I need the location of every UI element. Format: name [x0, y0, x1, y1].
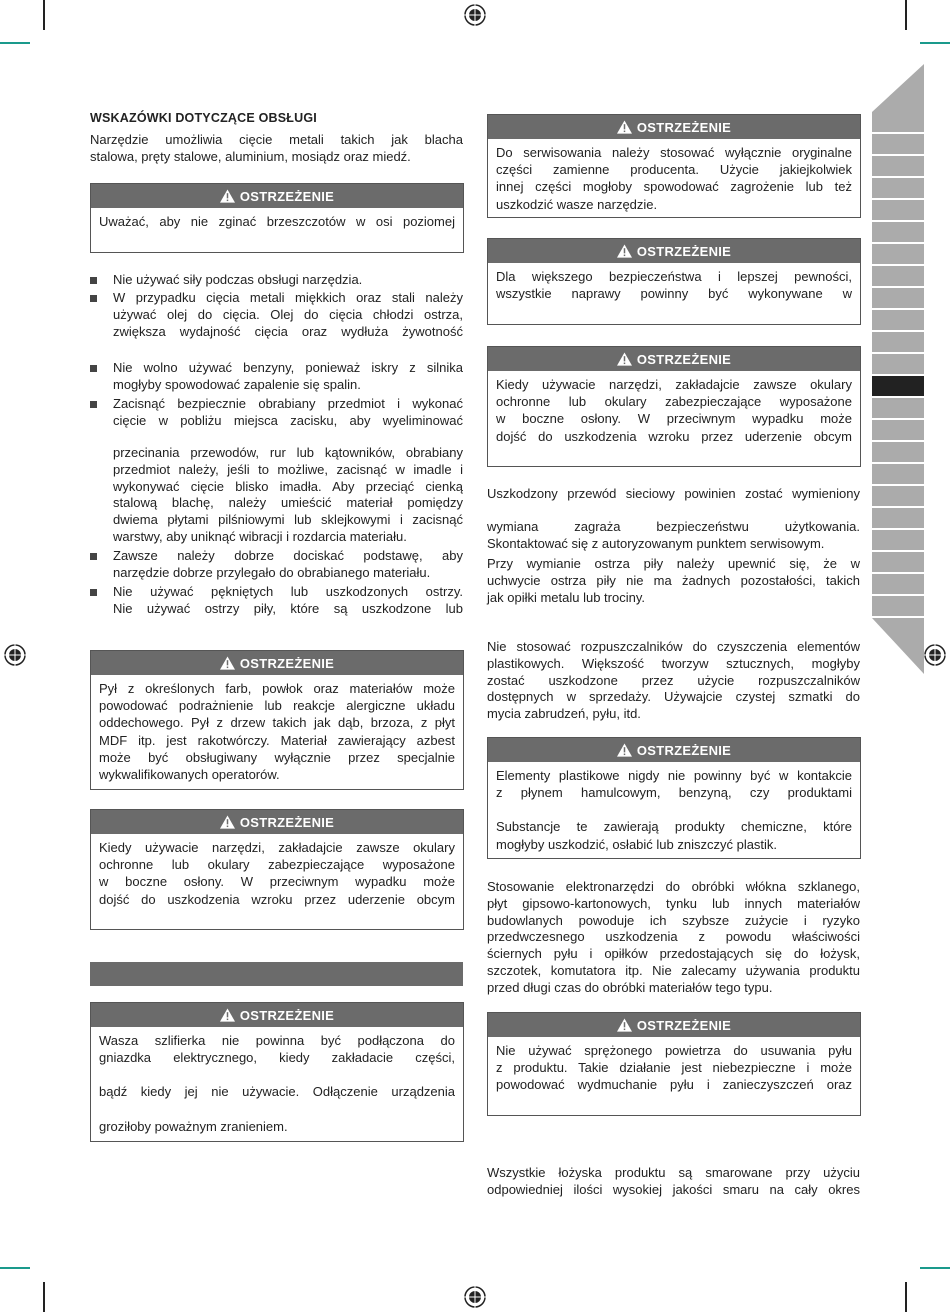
list-item: Nie używać siły podczas obsługi narzędzia. — [90, 272, 463, 289]
warning-triangle-icon — [220, 1008, 235, 1022]
list-item: Zawsze należy dobrze dociskać podstawę, aby narzędzie dobrze przylegało do obrabianego materiału. — [90, 548, 463, 582]
warning-text: Pył z określonych farb, powłok oraz materiałów może powodować podrażnienie lub reakcje alergiczne układu oddechowego. Pył z drzew takich jak dąb, brzoza, z płyt MDF itp. jest rakotwórczy. Materiał zawierający azbest może być obsługiwany wyłącznie przez specjalnie wykwalifikowanych operatorów. — [99, 681, 455, 783]
warning-header: OSTRZEŻENIE — [488, 1013, 860, 1037]
fiber-paragraph: Stosowanie elektronarzędzi do obróbki włókna szklanego, płyt gipsowo-kartonowych, tynku lub innych materiałów budowlanych powoduje ich szybsze zużycie i ryzyko przedwczesnego uszkodzenia z powodu właściwości ściernych pyłu i opiłków przedostających się do łożysk, szczotek, komutatora itp. Nie zalecamy używania produktu przed długi czas do obróbki materiałów tego typu. — [487, 879, 860, 995]
list-item: W przypadku cięcia metali miękkich oraz stali należy używać olej do cięcia. Olej do cięcia chłodzi ostrza, zwiększa wydajność cięcia oraz wydłuża żywotność — [90, 290, 463, 340]
warning-text: Wasza szlifierka nie powinna być podłączona do gniazdka elektrycznego, kiedy zakładacie części, bądź kiedy jej nie używacie. Odłączenie urządzenia groziłoby poważnym zranieniem. — [99, 1033, 455, 1134]
list-item: Nie wolno używać benzyny, ponieważ iskry z silnika mogłyby spowodować zapalenie się spalin. — [90, 360, 463, 394]
crop-mark-teal — [0, 1267, 30, 1269]
blade-paragraph: Przy wymianie ostrza piły należy upewnić się, że w uchwycie ostrza piły nie ma żadnych pozostałości, takich jak opiłki metalu lub trociny. — [487, 556, 860, 605]
warning-box — [487, 346, 861, 467]
warning-triangle-icon — [617, 244, 632, 258]
cord-line: Uszkodzony przewód sieciowy powinien zostać wymieniony — [487, 486, 860, 501]
crop-mark — [43, 1282, 45, 1312]
warning-triangle-icon — [220, 189, 235, 203]
warning-header: OSTRZEŻENIE — [91, 1003, 463, 1027]
warning-box — [90, 650, 464, 790]
cord-paragraph: wymiana zagraża bezpieczeństwu użytkowania. Skontaktować się z autoryzowanym punktem serwisowym. — [487, 519, 860, 551]
warning-box — [90, 183, 464, 253]
warning-triangle-icon — [220, 656, 235, 670]
warning-header: OSTRZEŻENIE — [91, 810, 463, 834]
list-item: Nie używać pękniętych lub uszkodzonych ostrzy. Nie używać ostrzy piły, które są uszkodzone lub — [90, 584, 463, 618]
solvent-paragraph: Nie stosować rozpuszczalników do czyszczenia elementów plastikowych. Większość tworzyw sztucznych, mogłyby zostać uszkodzone przez użycie rozpuszczalników dostępnych w sprzedaży. Używajcie czystej szmatki do mycia zabrudzeń, pyłu, itd. — [487, 639, 860, 722]
warning-text: Elementy plastikowe nigdy nie powinny być w kontakcie z płynem hamulcowym, benzyną, czy produktami Substancje te zawierają produkty chemiczne, które mogłyby uszkodzić, osłabić lub zniszczyć plastik. — [496, 768, 852, 852]
warning-header: OSTRZEŻENIE — [488, 347, 860, 371]
warning-text: Kiedy używacie narzędzi, zakładajcie zawsze okulary ochronne lub okulary zabezpieczające wyposażone w boczne osłony. W przeciwnym wypadku może dojść do uszkodzenia wzroku przez uderzenie obcym — [99, 840, 455, 907]
warning-box — [487, 114, 861, 218]
warning-box — [487, 737, 861, 859]
warning-triangle-icon — [617, 1018, 632, 1032]
warning-text: Do serwisowania należy stosować wyłącznie oryginalne części zamienne producenta. Użycie jakiejkolwiek innej części mogłoby spowodować zagrożenie lub też uszkodzić wasze narzędzie. — [496, 145, 852, 212]
warning-triangle-icon — [617, 352, 632, 366]
warning-box — [487, 238, 861, 325]
warning-header: OSTRZEŻENIE — [91, 651, 463, 675]
registration-mark-icon — [464, 1286, 486, 1308]
crop-mark-teal — [920, 42, 950, 44]
registration-mark-icon — [4, 644, 26, 666]
side-tab-triangle-top — [872, 64, 924, 112]
warning-box — [487, 1012, 861, 1116]
warning-box — [90, 809, 464, 930]
warning-triangle-icon — [220, 815, 235, 829]
warning-box — [90, 1002, 464, 1142]
warning-header: OSTRZEŻENIE — [488, 115, 860, 139]
warning-triangle-icon — [617, 120, 632, 134]
warning-text: Dla większego bezpieczeństwa i lepszej pewności, wszystkie naprawy powinny być wykonywane w — [496, 269, 852, 302]
warning-header: OSTRZEŻENIE — [91, 184, 463, 208]
section-title: WSKAZÓWKI DOTYCZĄCE OBSŁUGI — [90, 111, 317, 125]
warning-text: Uważać, aby nie zginać brzeszczotów w osi poziomej — [99, 214, 455, 229]
side-tab-stack — [872, 112, 924, 618]
side-tab-active — [872, 376, 924, 398]
registration-mark-icon — [924, 644, 946, 666]
crop-mark — [905, 0, 907, 30]
bearing-paragraph: Wszystkie łożyska produktu są smarowane przy użyciu odpowiedniej ilości wysokiej jakości smaru na cały okres — [487, 1165, 860, 1197]
warning-header: OSTRZEŻENIE — [488, 738, 860, 762]
warning-header: OSTRZEŻENIE — [488, 239, 860, 263]
registration-mark-icon — [464, 4, 486, 26]
warning-triangle-icon — [617, 743, 632, 757]
crop-mark — [43, 0, 45, 30]
crop-mark — [905, 1282, 907, 1312]
side-tab-triangle-bottom — [872, 618, 924, 674]
intro-paragraph: Narzędzie umożliwia cięcie metali takich jak blacha stalowa, pręty stalowe, aluminium, mosiądz oraz miedź. — [90, 132, 463, 164]
section-bar — [90, 962, 463, 986]
crop-mark-teal — [0, 42, 30, 44]
list-item: Zacisnąć bezpiecznie obrabiany przedmiot i wykonać cięcie w pobliżu miejsca zacisku, aby wyeliminować — [90, 396, 463, 430]
warning-text: Kiedy używacie narzędzi, zakładajcie zawsze okulary ochronne lub okulary zabezpieczające wyposażone w boczne osłony. W przeciwnym wypadku może dojść do uszkodzenia wzroku przez uderzenie obcym — [496, 377, 852, 444]
crop-mark-teal — [920, 1267, 950, 1269]
bullet-continuation: przecinania przewodów, rur lub kątowników, obrabiany przedmiot należy, jeśli to możliwe, zacisnąć w imadle i wykonywać cięcie blisko imadła. Aby przeciąć cienką stalową blachę, należy umieścić materiał pomiędzy dwiema płytami pilśniowymi lub sklejkowymi i zacisnąć warstwy, aby uniknąć wibracji i rozdarcia materiału. — [113, 445, 463, 544]
warning-text: Nie używać sprężonego powietrza do usuwania pyłu z produktu. Takie działanie jest niebezpieczne i może powodować wydmuchanie pyłu i zanieczyszczeń oraz — [496, 1043, 852, 1093]
